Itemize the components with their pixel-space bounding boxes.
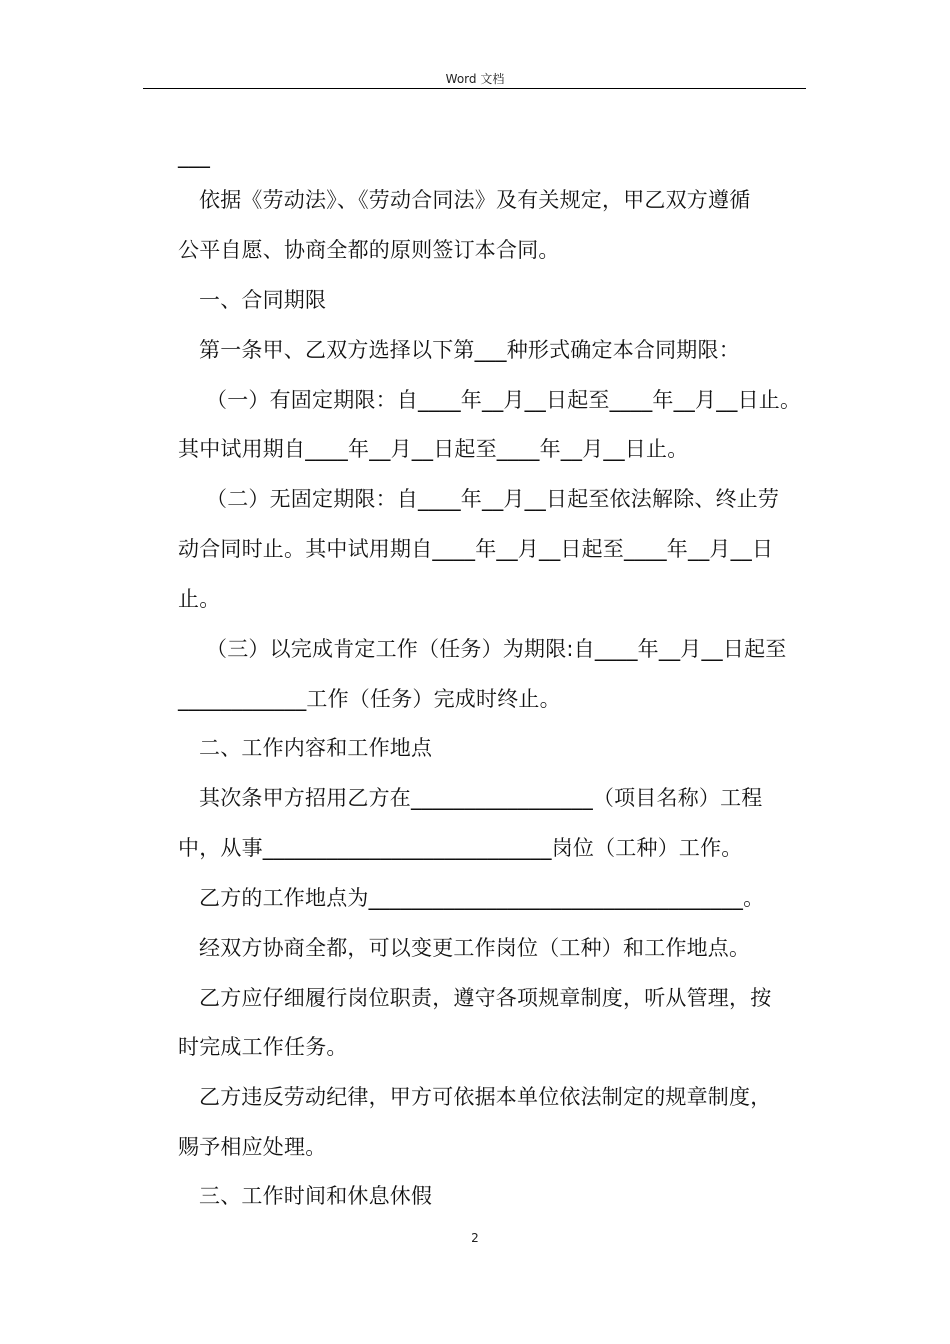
- section-heading: 一、合同期限: [199, 288, 327, 312]
- paragraph-line: 赐予相应处理。: [178, 1135, 327, 1159]
- section-heading: 三、工作时间和休息休假: [199, 1184, 433, 1208]
- paragraph-line: 依据《劳动法》、《劳动合同法》及有关规定，甲乙双方遵循: [199, 188, 751, 212]
- section-heading: 二、工作内容和工作地点: [199, 736, 433, 760]
- header-title: Word 文档: [445, 72, 505, 86]
- paragraph-line: （一）有固定期限：自____年__月__日起至____年__月__日止。: [206, 388, 802, 412]
- paragraph-line: 公平自愿、协商全都的原则签订本合同。: [178, 238, 560, 262]
- paragraph-line: 时完成工作任务。: [178, 1035, 348, 1059]
- paragraph-line: （二）无固定期限：自____年__月__日起至依法解除、终止劳: [206, 487, 780, 511]
- header-divider: [143, 88, 806, 89]
- paragraph-line: ____________工作（任务）完成时终止。: [178, 687, 561, 711]
- paragraph-line: 第一条甲、乙双方选择以下第___种形式确定本合同期限：: [199, 338, 740, 362]
- paragraph-line: 乙方的工作地点为___________________________________。: [199, 886, 765, 910]
- paragraph-line: 其次条甲方招用乙方在_________________（项目名称）工程: [199, 786, 763, 810]
- paragraph-line: 经双方协商全都，可以变更工作岗位（工种）和工作地点。: [199, 936, 751, 960]
- blank-line: ___: [178, 144, 211, 168]
- paragraph-line: 乙方违反劳动纪律，甲方可依据本单位依法制定的规章制度，: [199, 1085, 772, 1109]
- paragraph-line: 止。: [178, 587, 221, 611]
- page-number: 2: [471, 1231, 479, 1245]
- paragraph-line: 乙方应仔细履行岗位职责，遵守各项规章制度，听从管理，按: [199, 986, 772, 1010]
- paragraph-line: 其中试用期自____年__月__日起至____年__月__日止。: [178, 437, 689, 461]
- paragraph-line: （三）以完成肯定工作（任务）为期限:自____年__月__日起至: [206, 637, 787, 661]
- paragraph-line: 动合同时止。其中试用期自____年__月__日起至____年__月__日: [178, 537, 774, 561]
- paragraph-line: 中，从事___________________________岗位（工种）工作。: [178, 836, 743, 860]
